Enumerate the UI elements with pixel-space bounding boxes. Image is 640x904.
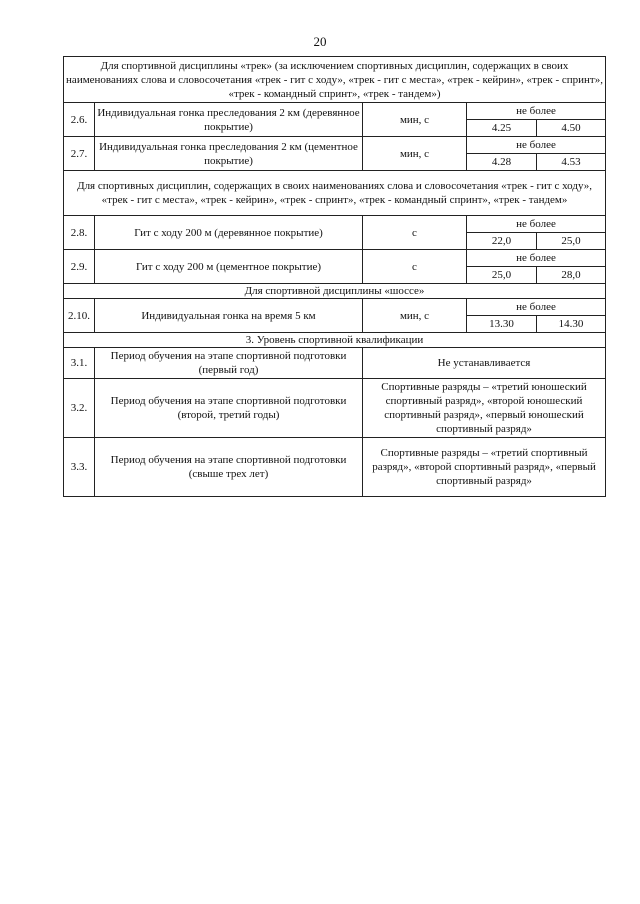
section-road-heading: Для спортивной дисциплины «шоссе» xyxy=(64,284,606,299)
section-road-row xyxy=(64,284,606,299)
discipline-name: Гит с ходу 200 м (цементное покрытие) xyxy=(95,250,363,284)
unit-cell: с xyxy=(363,250,467,284)
qualification-row xyxy=(64,348,606,379)
row-number: 3.3. xyxy=(64,438,95,497)
qualification-value: Спортивные разряды – «третий спортивный разряд», «второй спортивный разряд», «первый спортивный разряд» xyxy=(363,438,606,497)
discipline-name: Гит с ходу 200 м (деревянное покрытие) xyxy=(95,216,363,250)
value-cell: 25,0 xyxy=(467,267,537,284)
unit-cell: мин, с xyxy=(363,299,467,333)
stage-name: Период обучения на этапе спортивной подготовки (свыше трех лет) xyxy=(95,438,363,497)
table-row xyxy=(64,299,606,316)
norms-table xyxy=(63,56,606,497)
table-row xyxy=(64,103,606,120)
row-number: 2.7. xyxy=(64,137,95,171)
value-cell: 28,0 xyxy=(537,267,606,284)
row-number: 2.9. xyxy=(64,250,95,284)
section-track-named-row xyxy=(64,171,606,216)
qualification-value: Спортивные разряды – «третий юношеский спортивный разряд», «второй юношеский спортивный разряд», «первый юношеский спортивный разряд» xyxy=(363,379,606,438)
value-cell: 13.30 xyxy=(467,316,537,333)
value-cell: 4.50 xyxy=(537,120,606,137)
limit-header: не более xyxy=(467,299,606,316)
row-number: 2.8. xyxy=(64,216,95,250)
section-track-row xyxy=(64,57,606,103)
section-track-named-heading: Для спортивных дисциплин, содержащих в своих наименованиях слова и словосочетания «трек - гит с ходу», «трек - гит с места», «трек - кейрин», «трек - спринт», «трек - командный спринт», «трек - тандем» xyxy=(64,171,606,216)
stage-name: Период обучения на этапе спортивной подготовки (второй, третий годы) xyxy=(95,379,363,438)
limit-header: не более xyxy=(467,103,606,120)
limit-header: не более xyxy=(467,137,606,154)
row-number: 3.2. xyxy=(64,379,95,438)
limit-header: не более xyxy=(467,250,606,267)
section-qualification-row xyxy=(64,333,606,348)
table-row xyxy=(64,250,606,267)
page-number: 20 xyxy=(313,34,327,49)
value-cell: 4.25 xyxy=(467,120,537,137)
row-number: 3.1. xyxy=(64,348,95,379)
row-number: 2.6. xyxy=(64,103,95,137)
qualification-value: Не устанавливается xyxy=(363,348,606,379)
value-cell: 25,0 xyxy=(537,233,606,250)
table-row xyxy=(64,137,606,154)
value-cell: 4.28 xyxy=(467,154,537,171)
discipline-name: Индивидуальная гонка на время 5 км xyxy=(95,299,363,333)
unit-cell: мин, с xyxy=(363,103,467,137)
discipline-name: Индивидуальная гонка преследования 2 км (цементное покрытие) xyxy=(95,137,363,171)
stage-name: Период обучения на этапе спортивной подготовки (первый год) xyxy=(95,348,363,379)
qualification-row xyxy=(64,438,606,497)
value-cell: 14.30 xyxy=(537,316,606,333)
section-track-heading: Для спортивной дисциплины «трек» (за исключением спортивных дисциплин, содержащих в своих наименованиях слова и словосочетания «трек - гит с ходу», «трек - гит с места», «трек - кейрин», «трек - спринт», «трек - командный спринт», «трек - тандем») xyxy=(64,57,606,103)
row-number: 2.10. xyxy=(64,299,95,333)
unit-cell: мин, с xyxy=(363,137,467,171)
value-cell: 22,0 xyxy=(467,233,537,250)
section-qualification-heading: 3. Уровень спортивной квалификации xyxy=(64,333,606,348)
qualification-row xyxy=(64,379,606,438)
discipline-name: Индивидуальная гонка преследования 2 км (деревянное покрытие) xyxy=(95,103,363,137)
value-cell: 4.53 xyxy=(537,154,606,171)
unit-cell: с xyxy=(363,216,467,250)
table-row xyxy=(64,216,606,233)
limit-header: не более xyxy=(467,216,606,233)
